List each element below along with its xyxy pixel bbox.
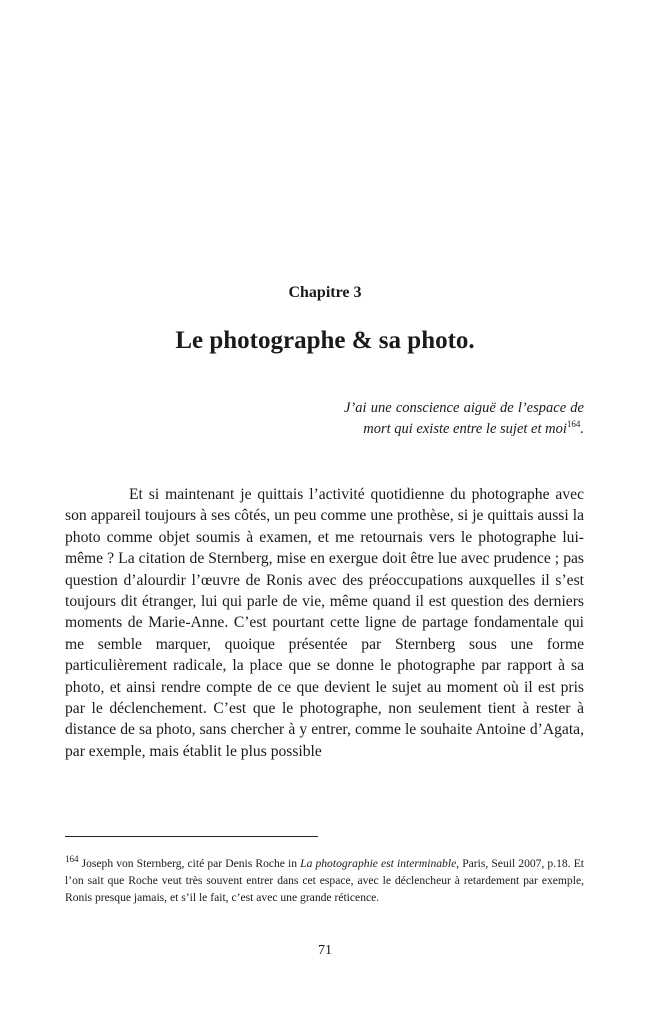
footnote-text-start: Joseph von Sternberg, cité par Denis Roche in [78,857,301,870]
footnote-book-title: La photographie est interminable [300,857,457,870]
body-paragraph: Et si maintenant je quittais l’activité quotidienne du photographe avec son appareil toujours à ses côtés, un peu comme une prothèse, si je quittais aussi la photo comme objet soumis à examen, et me retournais vers le photographe lui-même ? La citation de Sternberg, mise en exergue doit être lue avec prudence ; pas question d’alourdir l’œuvre de Ronis avec des préoccupations auxquelles il s’est toujours dit étranger, lui qui parle de vie, même quand il est question des derniers moments de Marie-Anne. C’est pourtant cette ligne de partage fondamentale qui me semble marquer, quoique présentée par Sternberg sous une forme particulièrement radicale, la place que se donne le photographe par rapport à sa photo, et ainsi rendre compte de ce que devient le sujet au moment où il est pris par le déclenchement. C’est que le photographe, non seulement tient à rester à distance de sa photo, sans chercher à y entrer, comme le souhaite Antoine d’Agata, par exemple, mais établit le plus possible [65,486,584,760]
chapter-title: Le photographe & sa photo. [175,327,475,354]
chapter-label: Chapitre 3 [288,284,362,301]
footnote-separator [65,836,318,837]
epigraph-text: J’ai une conscience aiguë de l’espace de mort qui existe entre le sujet et moi [344,400,584,437]
page-number: 71 [318,943,332,958]
epigraph: J’ai une conscience aiguë de l’espace de mort qui existe entre le sujet et moi$^{164}$. [344,400,584,437]
footnote-number: 164 [65,854,79,865]
footnote [65,855,584,906]
footnote-text-end: , Paris, Seuil 2007, p.18. Et l’on sait que Roche veut très souvent entrer dans cet espace, avec le déclencheur à retardement par exemple, Ronis presque jamais, et s’il le fait, c’est avec une grande réticence. [65,857,584,904]
body-text [65,484,584,762]
epigraph-footnote-ref[interactable]: 164 [566,419,581,430]
